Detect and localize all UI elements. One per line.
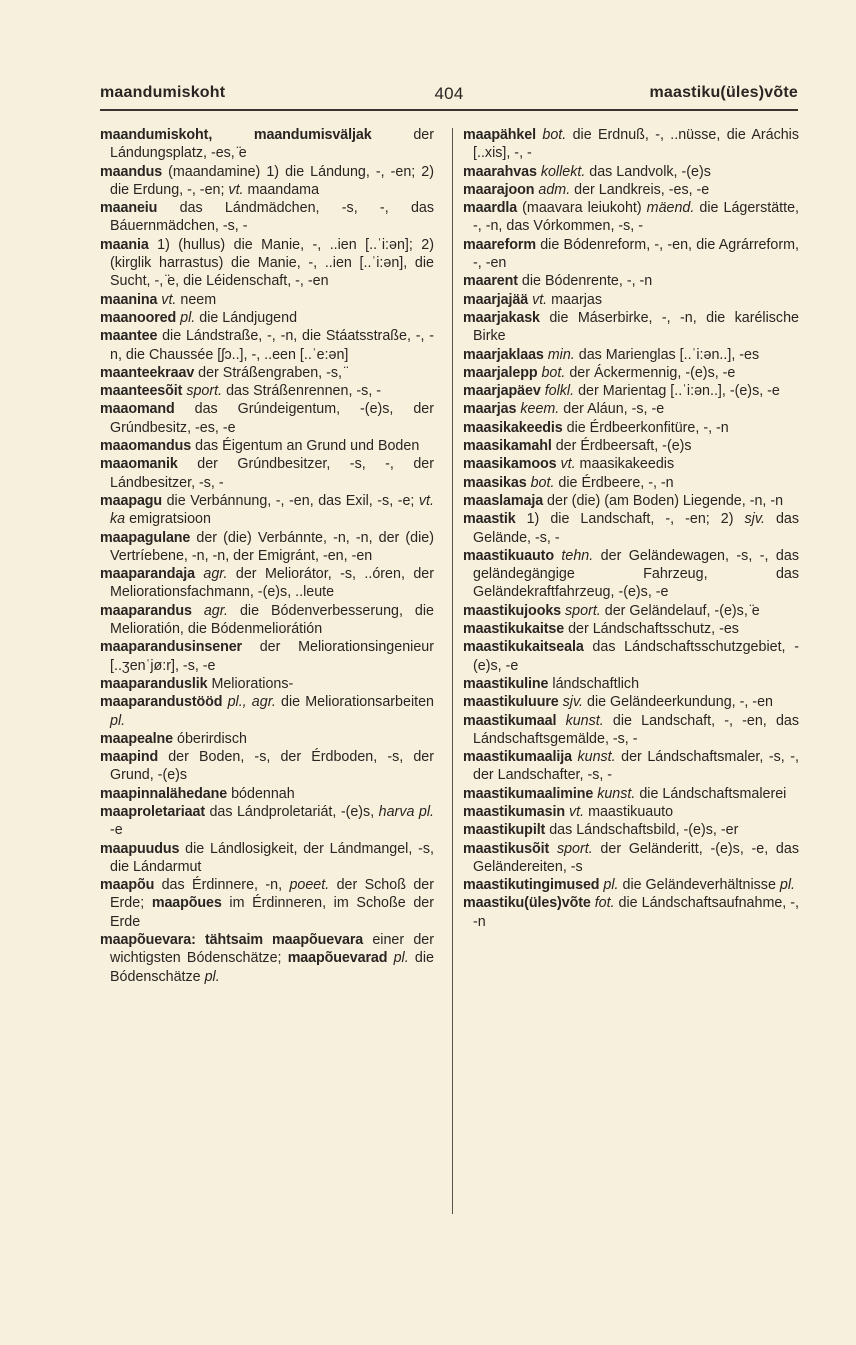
dictionary-entry [100,876,434,931]
entry-headword: maastiku(üles)võte [463,895,591,912]
entry-headword: maastikumaalija [463,749,572,766]
dictionary-entry [100,126,434,163]
dictionary-entry [100,364,434,382]
dictionary-entry [463,400,799,418]
entry-text: der Geländewagen, -s, -, das geländegängige Fahrzeug, das Geländekraftfahrzeug, -(e)s, -e [473,547,799,601]
entry-text: die Bódenverbesserung, die Melioratión, die Bódenmeliorátión [110,602,434,638]
entry-headword: maarjaklaas [463,346,544,363]
dictionary-entry [463,492,799,510]
entry-label: kollekt. [540,163,586,180]
dictionary-entry [463,712,799,749]
dictionary-entry [463,547,799,602]
dictionary-entry [463,785,799,803]
entry-label: pl. [110,712,126,729]
entry-text: maasikakeedis [575,456,675,473]
entry-text: der Meliorationsingenieur [..ʒenˈjø:r], -s, -e [110,639,434,674]
dictionary-entry [463,638,799,675]
entry-headword: maaparandus [100,602,192,619]
entry-headword: maastikuauto [463,547,554,564]
entry-headword: maapealne [100,730,174,747]
entry-text: die Verbánnung, -, -en, das Exil, -s, -e; [162,492,419,509]
entry-headword: maastikutingimused [463,877,600,894]
dictionary-entry [100,236,434,291]
dictionary-entry [100,638,434,675]
entry-headword: maapõues [151,895,222,912]
entry-headword: maarent [463,273,518,290]
dictionary-entry [100,602,434,639]
entry-headword: maarajoon [463,181,535,198]
entry-text [196,932,205,948]
entry-text: das Grúndeigentum, -(e)s, der Grúndbesitz, -es, -e [110,401,434,436]
entry-label: vt. ka [110,492,434,528]
entry-headword: maarjakask [463,309,540,326]
entry-headword: maaproletariaat [100,803,205,820]
right-column [463,126,799,931]
entry-text: das Lándmädchen, -s, -, das Báuernmädchen, -s, - [110,200,434,235]
entry-text: das Landvolk, -(e)s [585,163,711,180]
entry-text: neem [176,291,217,308]
entry-label: vt. [532,291,548,308]
dictionary-entry [100,199,434,236]
entry-headword: maaomand [100,401,175,418]
entry-label: agr. [203,566,228,583]
entry-text: die Érdbeere, -, -n [554,474,674,491]
entry-text: das Lándschaftsbild, -(e)s, -er [545,822,739,839]
entry-text: die Lándschaftsmalerei [635,785,787,802]
entry-headword: maapähkel [463,127,537,143]
entry-headword: maapõu [100,877,155,894]
dictionary-entry [100,675,434,693]
dictionary-entry [463,620,799,638]
entry-label: adm. [538,181,571,198]
entry-text: die Lándlosigkeit, der Lándmangel, -s, die Lándarmut [110,840,434,875]
entry-headword: maasikakeedis [463,419,563,436]
entry-label: tehn. [561,547,594,564]
entry-label: bot. [530,474,555,491]
entry-label: agr. [203,602,228,619]
entry-text: die Bódenschätze [110,950,434,985]
entry-text: der Geländelauf, -(e)s, ̈e [600,602,760,619]
dictionary-entry [100,437,434,455]
entry-label: bot. [541,364,566,381]
entry-text [556,713,565,729]
entry-headword: maaparandusinsener [100,639,243,656]
entry-headword: maarjas [463,401,517,418]
dictionary-entry [463,126,799,163]
dictionary-entry [100,803,434,840]
entry-text: (maandamine) 1) die Lándung, -, -en; 2) die Erdung, -, -en; [110,163,434,198]
entry-text: der (die) (am Boden) Liegende, -n, -n [543,492,784,509]
entry-text: óberirdisch [173,730,247,747]
entry-headword: maastik [463,511,516,528]
entry-headword: tähtsaim maapõuevara [204,932,364,949]
dictionary-entry [463,437,799,455]
entry-text: die Érdbeerkonfitüre, -, -n [562,419,729,436]
entry-headword: maastikusõit [463,840,550,857]
dictionary-entry [463,803,799,821]
entry-headword: maardla [463,200,518,217]
entry-headword: maanteesõit [100,383,183,400]
entry-label: vt. [228,181,244,198]
dictionary-entry [100,730,434,748]
entry-headword: maaslamaja [463,492,544,509]
entry-headword: maandus [100,163,163,180]
entry-label: bot. [542,127,567,143]
dictionary-entry [463,821,799,839]
entry-text: die Lágerstätte, -, -n, das Vórkommen, -s, - [473,200,800,235]
entry-text: die Erdnuß, -, ..nüsse, die Aráchis [..xis], -, - [473,127,800,162]
entry-headword: maastikukaitseala [463,639,584,656]
entry-label: harva pl. [378,803,434,820]
dictionary-entry [463,894,799,931]
entry-text: einer der wichtigsten Bódenschätze; [110,932,434,967]
dictionary-entry [463,602,799,620]
dictionary-entry [463,455,799,473]
entry-label: sport. [186,383,223,400]
entry-text: maastikuauto [584,803,674,820]
dictionary-entry [463,236,799,273]
entry-text: das Lándproletariát, -(e)s, [204,803,379,820]
entry-headword: maaparandustööd [100,694,223,711]
entry-headword: maania [100,236,149,253]
dictionary-entry [463,675,799,693]
entry-headword: maastikuluure [463,694,559,711]
entry-text: der Aláun, -s, -e [559,401,665,418]
entry-headword: maastikuline [463,675,549,692]
entry-label: sjv. [562,694,584,711]
left-column [100,126,434,986]
dictionary-entry [100,327,434,364]
dictionary-entry [100,748,434,785]
entry-text: das Érdinnere, -n, [154,877,290,894]
entry-label: keem. [520,401,560,418]
entry-text: 1) (hullus) die Manie, -, ..ien [..ˈi:ən]; 2) (kirglik harrastus) die Manie, -, ..ien [..ˈi:ən], die Sucht, -, ̈e, die Léidenschaft, -, -en [110,236,434,290]
entry-text: die Bódenrente, -, -n [517,273,653,290]
entry-label: vt. [569,803,585,820]
entry-label: sport. [565,602,601,619]
dictionary-entry [100,529,434,566]
entry-headword: maapagulane [100,529,191,546]
entry-text: der Meliorátor, -s, ..óren, der Meliorationsfachmann, -(e)s, ..leute [110,566,434,601]
entry-text: die Lándstraße, -, -n, die Stáatsstraße, -, -n, die Chaussée [ʃɔ..], -, ..een [..ˈe:ən] [110,328,434,363]
dictionary-entry [463,840,799,877]
entry-text: der Schoß der Erde; [110,877,434,912]
entry-label: kunst. [565,712,604,729]
entry-label: pl. [393,950,409,967]
entry-text: der (die) Verbánnte, -n, -n, der (die) Vertríebene, -n, -n, der Emigránt, -en, -en [110,529,434,564]
entry-text [549,841,557,857]
entry-text: die Bódenreform, -, -en, die Agrárreform, -, -en [473,236,799,272]
entry-text: der Grúndbesitzer, -s, -, der Lándbesitzer, -s, - [110,456,434,491]
entry-headword: maantee [100,328,158,345]
entry-text: der Boden, -s, der Érdboden, -s, der Grund, -(e)s [110,749,434,784]
entry-text: der Geländeritt, -(e)s, -e, das Geländereiten, -s [473,840,799,875]
entry-label: kunst. [577,749,616,766]
column-divider [452,128,453,1214]
entry-headword: maasikamahl [463,438,552,455]
entry-label: vt. [560,456,576,473]
entry-text: das Stráßenrennen, -s, - [222,383,382,400]
dictionary-entry [463,474,799,492]
entry-label: mäend. [646,200,695,217]
entry-headword: maastikujooks [463,602,562,619]
dictionary-entry [463,199,799,236]
page-number: 404 [434,84,464,103]
entry-text: lándschaftlich [548,675,640,692]
dictionary-entry [463,510,799,547]
entry-text: die Máserbirke, -, -n, die karélische Birke [473,309,799,345]
entry-headword: maapinnalähedane [100,785,228,802]
entry-headword: maanoored [100,309,177,326]
entry-label: pl. [779,877,795,894]
entry-label: pl. [180,309,196,326]
entry-text: das Éigentum an Grund und Boden [191,438,420,455]
dictionary-entry [463,693,799,711]
header-rule [100,109,798,111]
dictionary-entry [463,181,799,199]
entry-text: maandama [243,181,320,198]
dictionary-entry [463,364,799,382]
header-last-entry: maastiku(üles)võte [649,84,798,101]
running-header [100,84,798,106]
dictionary-entry [100,163,434,200]
entry-label: min. [547,346,575,363]
entry-text: der Lándschaftsschutz, -es [564,621,739,638]
entry-headword: maastikumaalimine [463,785,594,802]
entry-label: fot. [594,895,615,912]
entry-headword: maaomandus [100,438,192,455]
entry-text: 1) die Landschaft, -, -en; 2) [515,511,745,528]
entry-headword: maareform [463,236,536,253]
entry-text: der Marientag [..ˈi:ən..], -(e)s, -e [574,383,780,400]
entry-headword: maaneiu [100,200,158,217]
entry-headword: maaomanik [100,456,178,473]
entry-label: folkl. [544,383,575,400]
dictionary-entry [463,382,799,400]
entry-headword: maandumiskoht, maandumisväljak [100,127,372,143]
entry-headword: maastikumaal [463,712,557,729]
entry-text: das Lándschaftsschutzgebiet, -(e)s, -e [473,639,799,674]
entry-headword: maarjajää [463,291,529,308]
entry-headword: maastikupilt [463,822,546,839]
entry-label: kunst. [597,785,636,802]
entry-label: vt. [161,291,177,308]
dictionary-entry [100,309,434,327]
dictionary-entry [463,419,799,437]
entry-text: Meliorations- [207,675,294,692]
entry-headword: maasikas [463,474,527,491]
entry-text: im Érdinneren, im Schoße der Erde [110,895,434,930]
entry-headword: maasikamoos [463,456,557,473]
entry-text: bódennah [227,785,295,802]
dictionary-entry [100,382,434,400]
entry-headword: maapõuevara: [100,932,196,949]
dictionary-entry [100,785,434,803]
dictionary-entry [100,400,434,437]
entry-text: die Lándjugend [195,309,298,326]
entry-label: sport. [556,840,593,857]
entry-headword: maastikukaitse [463,621,565,638]
entry-headword: maarjalepp [463,364,538,381]
entry-headword: maastikumasin [463,803,566,820]
dictionary-entry [463,163,799,181]
entry-text: der Lándungsplatz, -es, ̈e [110,127,434,162]
dictionary-entry [100,693,434,730]
entry-text: die Meliorationsarbeiten [275,694,434,711]
entry-headword: maarjapäev [463,383,541,400]
dictionary-entry [463,748,799,785]
entry-text: der Landkreis, -es, -e [570,181,710,198]
entry-headword: maapuudus [100,840,180,857]
entry-text: die Geländeerkundung, -, -en [583,694,773,711]
dictionary-entry [100,455,434,492]
entry-text: das Marienglas [..ˈi:ən..], -es [574,346,760,363]
entry-headword: maaparanduslik [100,675,208,692]
dictionary-entry [100,931,434,986]
entry-text: (maavara leiukoht) [517,200,647,217]
entry-label: pl. [204,968,220,985]
dictionary-entry [463,291,799,309]
header-first-entry: maandumiskoht [100,84,226,101]
entry-text: die Lándschaftsaufnahme, -, -n [473,895,799,930]
entry-headword: maanina [100,291,158,308]
entry-headword: maarahvas [463,163,537,180]
dictionary-entry [463,346,799,364]
entry-headword: maaparandaja [100,566,195,583]
entry-text: das Gelände, -s, - [473,511,799,546]
dictionary-entry [463,309,799,346]
entry-headword: maanteekraav [100,364,195,381]
entry-text: -e [110,822,123,839]
entry-headword: maapõuevarad [287,950,388,967]
entry-text: die Landschaft, -, -en, das Lándschaftsgemälde, -s, - [473,712,800,747]
entry-headword: maapagu [100,492,163,509]
entry-label: poeet. [289,877,330,894]
entry-text [192,603,204,619]
entry-text: der Érdbeersaft, -(e)s [551,438,692,455]
entry-label: pl., agr. [227,694,276,711]
dictionary-entry [100,565,434,602]
dictionary-entry [100,492,434,529]
entry-text: der Áckermennig, -(e)s, -e [565,364,736,381]
dictionary-entry [100,291,434,309]
entry-headword: maapind [100,749,159,766]
entry-label: sjv. [744,511,765,528]
entry-text: emigratsioon [125,511,211,528]
dictionary-entry [100,840,434,877]
dictionary-entry [463,272,799,290]
dictionary-entry [463,876,799,894]
entry-text: der Stráßengraben, -s, ̈ [194,364,346,381]
entry-text: maarjas [547,291,602,308]
entry-text: der Lándschaftsmaler, -s, -, der Landschafter, -s, - [473,749,799,784]
entry-label: pl. [603,877,619,894]
entry-text: die Geländeverhältnisse [618,877,780,894]
